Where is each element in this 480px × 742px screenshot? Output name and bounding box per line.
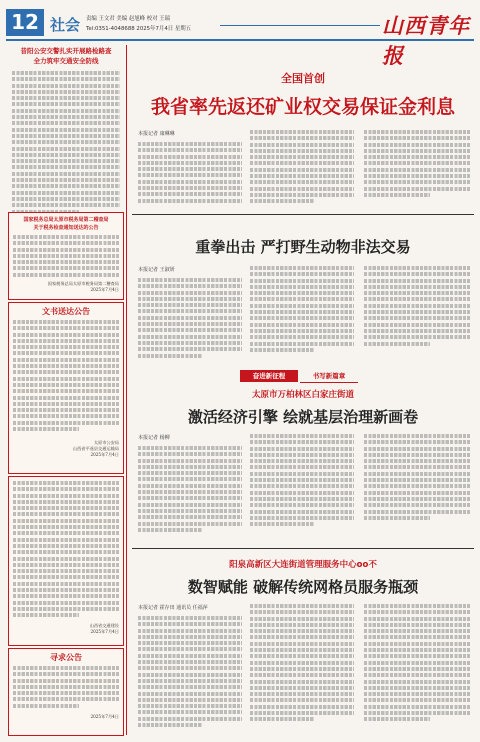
search-notice xyxy=(8,648,124,736)
article-1-headline: 我省率先返还矿业权交易保证金利息 xyxy=(150,96,455,118)
transport-notice-body xyxy=(13,481,119,623)
article-4 xyxy=(132,552,474,736)
transport-notice-signer: 山西省交通建设 xyxy=(89,623,119,628)
article-2-body-col2 xyxy=(250,266,354,364)
masthead-editor-line: 责编 王文君 美编 赵旭峰 校对 王瑞 xyxy=(86,16,171,22)
left-story-1 xyxy=(12,46,120,221)
transport-notice xyxy=(8,476,124,646)
article-3-body-col2 xyxy=(250,434,354,542)
search-notice-body xyxy=(13,666,119,714)
left-column-divider xyxy=(126,45,127,735)
document-service-notice-signer1: 太原市公安局 xyxy=(93,440,119,445)
search-notice-date: 2025年7月4日 xyxy=(90,714,119,719)
article-3-body-col1 xyxy=(138,446,242,542)
page-number-block xyxy=(6,9,44,36)
article-1-body-col1 xyxy=(138,142,242,208)
left-story-1-body xyxy=(12,71,120,221)
article-1-kicker: 全国首创 xyxy=(281,72,325,85)
article-1-body-col3 xyxy=(364,130,470,208)
tax-notice-signer: 国家税务总局太原市税务局第二稽查局 xyxy=(47,281,119,286)
document-service-notice-date: 2025年7月4日 xyxy=(90,452,119,457)
article-1-byline: 本报记者 康琳琳 xyxy=(138,131,175,137)
article-3-byline: 本报记者 杨柳 xyxy=(138,435,170,441)
article-4-body-col3 xyxy=(364,604,470,734)
transport-notice-date: 2025年7月4日 xyxy=(90,629,119,634)
tax-notice-date: 2025年7月4日 xyxy=(90,287,119,292)
article-2-body-col3 xyxy=(364,266,470,364)
article-3-kicker: 太原市万柏林区白家庄街道 xyxy=(251,390,354,400)
tax-notice-body xyxy=(13,235,119,281)
article-2-headline: 重拳出击 严打野生动物非法交易 xyxy=(195,238,411,256)
newspaper-logo: 山西青年报 xyxy=(382,13,470,68)
article-1-divider xyxy=(132,214,474,215)
tax-notice-title-line1: 国家税务总局太原市税务局第二稽查局 xyxy=(23,217,109,223)
section-name: 社会 xyxy=(50,16,81,34)
article-4-kicker: 阳泉高新区大连街道管理服务中心oo不 xyxy=(229,560,377,570)
page-number: 12 xyxy=(11,10,39,34)
article-3-banner-right: 书写新篇章 xyxy=(300,370,358,383)
article-2-byline: 本报记者 王淑妍 xyxy=(138,267,175,273)
tax-notice xyxy=(8,212,124,300)
article-3-headline: 激活经济引擎 绘就基层治理新画卷 xyxy=(187,408,419,426)
article-3-divider xyxy=(132,548,474,549)
search-notice-title: 寻求公告 xyxy=(50,653,82,662)
document-service-notice xyxy=(8,302,124,474)
article-4-headline: 数智赋能 破解传统网格员服务瓶颈 xyxy=(187,578,419,596)
masthead-rule xyxy=(6,39,474,41)
tax-notice-title-line2: 关于税务检查通知送达的公告 xyxy=(33,225,99,231)
article-3-body-col3 xyxy=(364,434,470,542)
article-1-body-col2 xyxy=(250,130,354,208)
article-4-body-col2 xyxy=(250,604,354,734)
article-3-banner-left: 奋进新征程 xyxy=(240,370,298,382)
left-story-1-headline-line2: 全力筑牢交通安全防线 xyxy=(33,57,99,65)
article-1 xyxy=(132,46,474,210)
article-4-body-col1 xyxy=(138,616,242,734)
masthead-divider xyxy=(220,25,380,26)
article-3 xyxy=(132,384,474,544)
masthead-date-line: Tel:0351-4048688 2025年7月4日 星期五 xyxy=(86,26,192,32)
left-story-1-headline-line1: 昔阳公安交警扎实开展路检路查 xyxy=(20,47,112,55)
document-service-notice-signer2: 山西省平遥县交通运输局 xyxy=(72,446,119,451)
article-2 xyxy=(132,216,474,366)
document-service-notice-body xyxy=(13,320,119,440)
article-3-banner xyxy=(240,370,360,382)
article-4-byline: 本报记者 霍存田 通讯员 任福萍 xyxy=(138,605,208,611)
document-service-notice-title: 文书送达公告 xyxy=(42,307,90,316)
article-2-body-col1 xyxy=(138,278,242,364)
